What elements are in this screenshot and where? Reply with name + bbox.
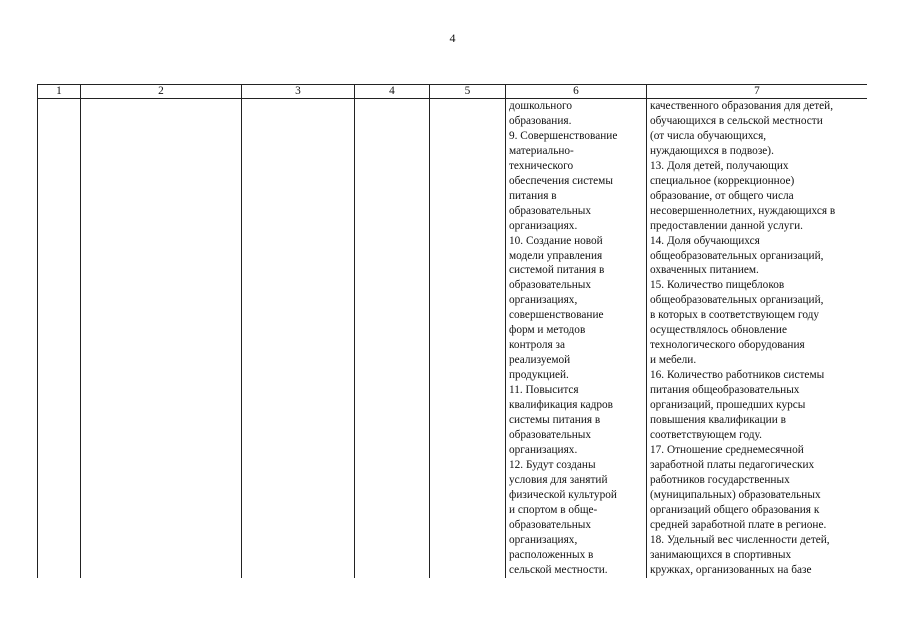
text-line: качественного образования для детей, — [650, 100, 834, 112]
text-line: (от числа обучающихся, — [650, 129, 767, 142]
text-line: физической культурой — [509, 488, 617, 501]
text-line: 9. Совершенствование — [509, 129, 618, 142]
text-line: расположенных в — [509, 548, 594, 561]
text-line: общеобразовательных организаций, — [650, 294, 824, 307]
cell-col-5 — [430, 99, 506, 579]
indicators-text — [650, 99, 865, 578]
text-line: заработной платы педагогических — [650, 458, 815, 471]
text-line: организациях. — [509, 219, 578, 232]
table-container — [37, 84, 867, 578]
text-line: организациях. — [509, 443, 578, 456]
cell-col-7 — [647, 99, 868, 579]
text-line: общеобразовательных организаций, — [650, 249, 824, 262]
text-line: 13. Доля детей, получающих — [650, 159, 789, 172]
text-line: организациях, — [509, 294, 578, 307]
text-line: 16. Количество работников системы — [650, 369, 825, 382]
cell-col-4 — [355, 99, 430, 579]
text-line: образовательных — [509, 204, 592, 217]
text-line: (муниципальных) образовательных — [650, 488, 821, 501]
text-line: питания в — [509, 189, 557, 202]
table-row — [38, 99, 868, 579]
text-line: работников государственных — [650, 473, 790, 486]
text-line: и мебели. — [650, 354, 697, 367]
text-line: 12. Будут созданы — [509, 458, 596, 471]
text-line: соответствующем году. — [650, 428, 762, 441]
text-line: нуждающихся в подвозе). — [650, 144, 774, 157]
text-line: 15. Количество пищеблоков — [650, 279, 785, 292]
text-line: 10. Создание новой — [509, 234, 603, 247]
text-line: образовательных — [509, 279, 592, 292]
text-line: образования. — [509, 114, 572, 127]
column-header-1: 1 — [38, 85, 81, 99]
text-line: средней заработной плате в регионе. — [650, 518, 827, 531]
column-header-2: 2 — [81, 85, 242, 99]
cell-col-1 — [38, 99, 81, 579]
text-line: контроля за — [509, 339, 565, 352]
column-header-4: 4 — [355, 85, 430, 99]
text-line: образование, от общего числа — [650, 189, 794, 202]
text-line: повышения квалификации в — [650, 414, 786, 427]
column-header-3: 3 — [242, 85, 355, 99]
text-line: обеспечения системы — [509, 174, 613, 187]
text-line: форм и методов — [509, 324, 586, 337]
text-line: 18. Удельный вес численности детей, — [650, 533, 830, 546]
text-line: реализуемой — [509, 354, 571, 367]
text-line: условия для занятий — [509, 473, 608, 486]
text-line: осуществлялось обновление — [650, 324, 787, 337]
text-line: квалификация кадров — [509, 399, 613, 412]
expected-results-text — [509, 99, 644, 578]
text-line: несовершеннолетних, нуждающихся в — [650, 204, 836, 217]
text-line: специальное (коррекционное) — [650, 174, 795, 187]
data-table — [37, 84, 867, 578]
cell-col-6 — [506, 99, 647, 579]
text-line: обучающихся в сельской местности — [650, 114, 823, 127]
text-line: системы питания в — [509, 414, 601, 427]
text-line: организаций общего образования к — [650, 503, 820, 516]
text-line: охваченных питанием. — [650, 264, 759, 277]
text-line: системой питания в — [509, 264, 605, 277]
text-line: сельской местности. — [509, 563, 608, 576]
text-line: в которых в соответствующем году — [650, 309, 820, 322]
page-number: 4 — [449, 31, 456, 45]
text-line: предоставлении данной услуги. — [650, 219, 803, 232]
column-header-6: 6 — [506, 85, 647, 99]
text-line: совершенствование — [509, 309, 604, 322]
text-line: организаций, прошедших курсы — [650, 399, 806, 412]
text-line: занимающихся в спортивных — [650, 548, 792, 561]
text-line: питания общеобразовательных — [650, 384, 800, 397]
text-line: организациях, — [509, 533, 578, 546]
cell-col-2 — [81, 99, 242, 579]
header-row — [38, 85, 868, 99]
text-line: материально- — [509, 144, 574, 157]
text-line: кружках, организованных на базе — [650, 563, 812, 576]
text-line: 14. Доля обучающихся — [650, 234, 760, 247]
text-line: образовательных — [509, 518, 592, 531]
column-header-5: 5 — [430, 85, 506, 99]
text-line: дошкольного — [509, 100, 572, 112]
text-line: технологического оборудования — [650, 339, 805, 352]
text-line: 11. Повысится — [509, 384, 579, 397]
text-line: 17. Отношение среднемесячной — [650, 443, 804, 456]
text-line: образовательных — [509, 428, 592, 441]
cell-col-3 — [242, 99, 355, 579]
text-line: модели управления — [509, 249, 603, 262]
text-line: продукцией. — [509, 369, 569, 382]
column-header-7: 7 — [647, 85, 868, 99]
text-line: и спортом в обще- — [509, 503, 598, 516]
text-line: технического — [509, 159, 574, 172]
